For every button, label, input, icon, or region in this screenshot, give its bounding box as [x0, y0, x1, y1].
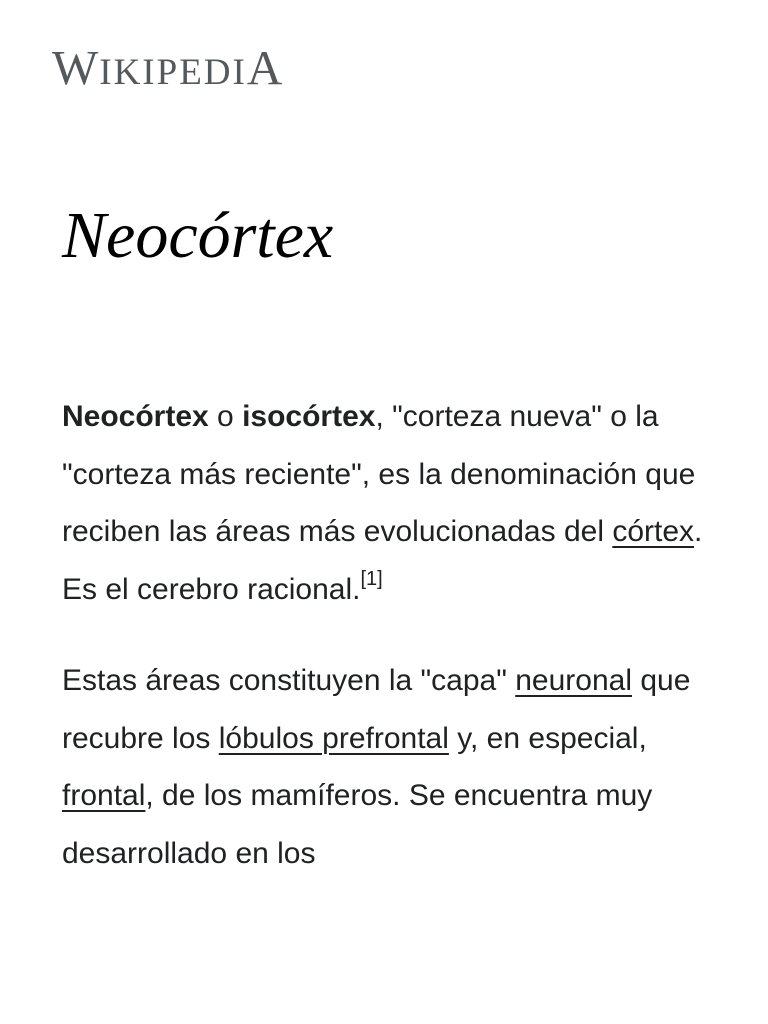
link-neuronal[interactable]: neuronal	[515, 664, 632, 697]
ref-bracket-close: ]	[377, 567, 383, 590]
text-segment: , "corteza nueva" o la "corteza más reciente", es la denominación que reciben las áreas más evolucionadas del	[62, 400, 696, 548]
text-segment: que recubre los	[62, 664, 691, 755]
text-segment: Estas áreas constituyen la "capa"	[62, 664, 516, 697]
wikipedia-wordmark[interactable]	[52, 40, 283, 101]
bold-term-neocortex: Neocórtex	[62, 400, 209, 433]
bold-term-isocortex: isocórtex	[242, 400, 376, 433]
paragraph-intro	[62, 388, 722, 618]
text-segment: , de los mamíferos. Se encuentra muy desarrollado en los	[62, 779, 653, 870]
link-lobulos-prefrontal[interactable]: lóbulos prefrontal	[218, 721, 449, 755]
text-segment: o	[208, 400, 243, 433]
reference-link-1[interactable]: 1	[366, 567, 378, 590]
page-title: Neocórtex	[62, 199, 334, 272]
text-segment: y, en especial,	[448, 721, 647, 755]
text-segment: . Es el cerebro racional.	[62, 515, 703, 606]
wordmark-final: A	[246, 40, 284, 95]
wordmark-initial: W	[52, 40, 100, 95]
header	[52, 40, 283, 96]
reference-1[interactable]	[360, 568, 382, 590]
ref-bracket-open: [	[360, 567, 367, 590]
paragraph-second	[62, 652, 722, 882]
wordmark-middle: IKIPEDI	[99, 52, 247, 93]
link-cortex[interactable]: córtex	[612, 515, 695, 548]
article-content	[62, 388, 722, 916]
link-frontal[interactable]: frontal	[62, 779, 146, 812]
